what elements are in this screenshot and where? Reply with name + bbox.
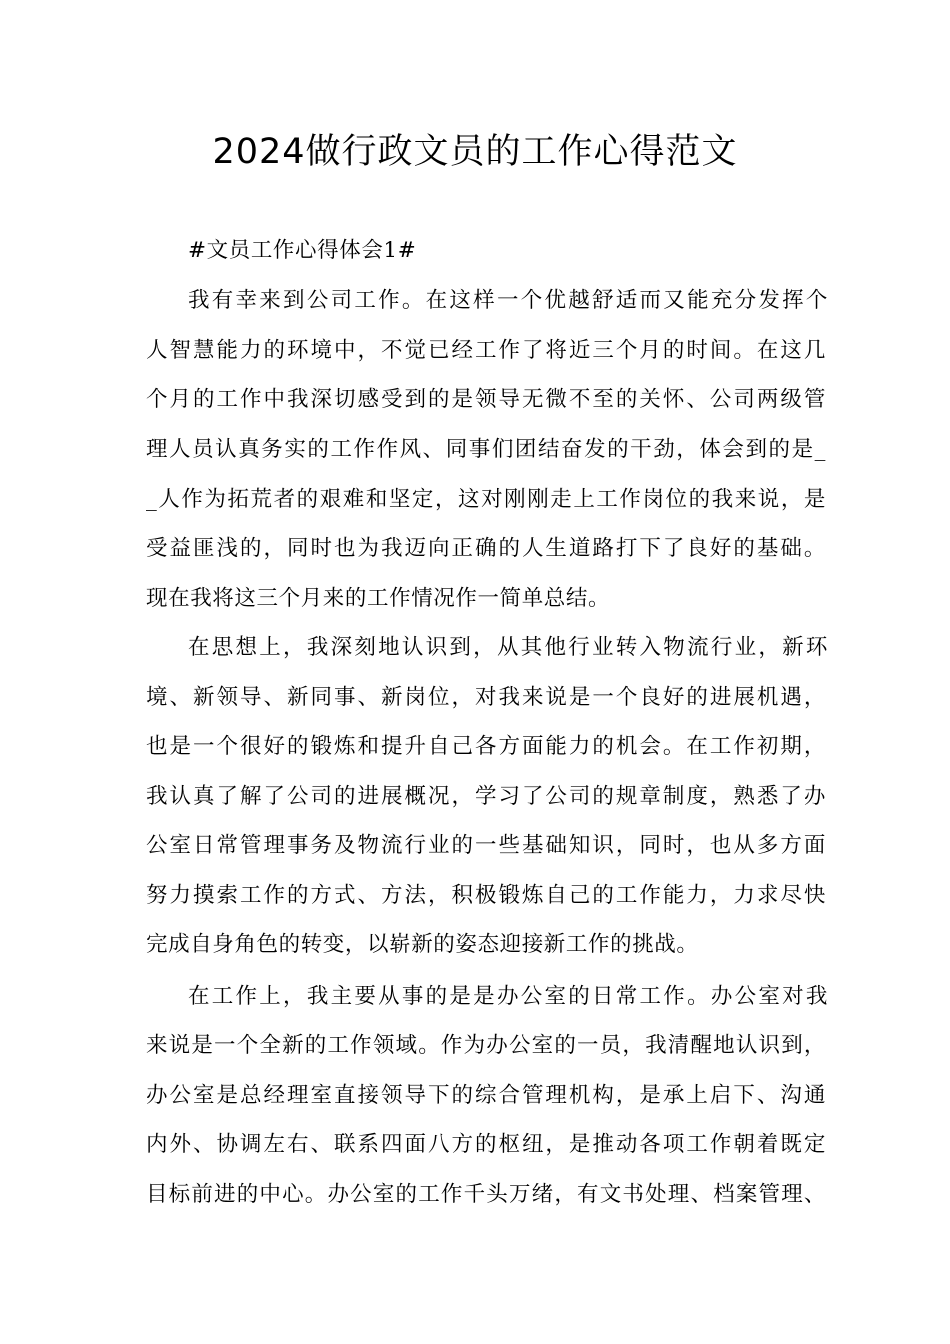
text-line: 来说是一个全新的工作领域。作为办公室的一员，我清醒地认识到，: [146, 1033, 826, 1058]
text-line: 理人员认真务实的工作作风、同事们团结奋发的干劲，体会到的是_: [146, 437, 826, 462]
text-line: 目标前进的中心。办公室的工作千头万绪，有文书处理、档案管理、: [146, 1182, 826, 1207]
text-line: 办公室是总经理室直接领导下的综合管理机构，是承上启下、沟通: [146, 1083, 826, 1108]
document-title: 2024做行政文员的工作心得范文: [212, 132, 738, 172]
text-line: 受益匪浅的，同时也为我迈向正确的人生道路打下了良好的基础。: [146, 536, 826, 561]
text-line: 努力摸索工作的方式、方法，积极锻炼自己的工作能力，力求尽快: [146, 883, 826, 908]
text-line: 在思想上，我深刻地认识到，从其他行业转入物流行业，新环: [188, 635, 828, 660]
text-line: 人智慧能力的环境中，不觉已经工作了将近三个月的时间。在这几: [146, 338, 826, 363]
text-line: 也是一个很好的锻炼和提升自己各方面能力的机会。在工作初期，: [146, 734, 826, 759]
text-line: 公室日常管理事务及物流行业的一些基础知识，同时，也从多方面: [146, 833, 826, 858]
text-line: 完成自身角色的转变，以崭新的姿态迎接新工作的挑战。: [146, 932, 699, 957]
text-line: 现在我将这三个月来的工作情况作一简单总结。: [146, 586, 611, 611]
text-line: 在工作上，我主要从事的是是办公室的日常工作。办公室对我: [188, 984, 828, 1009]
section-heading: #文员工作心得体会1#: [188, 238, 417, 263]
text-line: _人作为拓荒者的艰难和坚定，这对刚刚走上工作岗位的我来说，是: [146, 487, 826, 512]
text-line: 内外、协调左右、联系四面八方的枢纽，是推动各项工作朝着既定: [146, 1132, 826, 1157]
text-line: 我有幸来到公司工作。在这样一个优越舒适而又能充分发挥个: [188, 288, 828, 313]
text-line: 个月的工作中我深切感受到的是领导无微不至的关怀、公司两级管: [146, 387, 826, 412]
text-line: 境、新领导、新同事、新岗位，对我来说是一个良好的进展机遇，: [146, 685, 826, 710]
text-line: 我认真了解了公司的进展概况，学习了公司的规章制度，熟悉了办: [146, 784, 826, 809]
